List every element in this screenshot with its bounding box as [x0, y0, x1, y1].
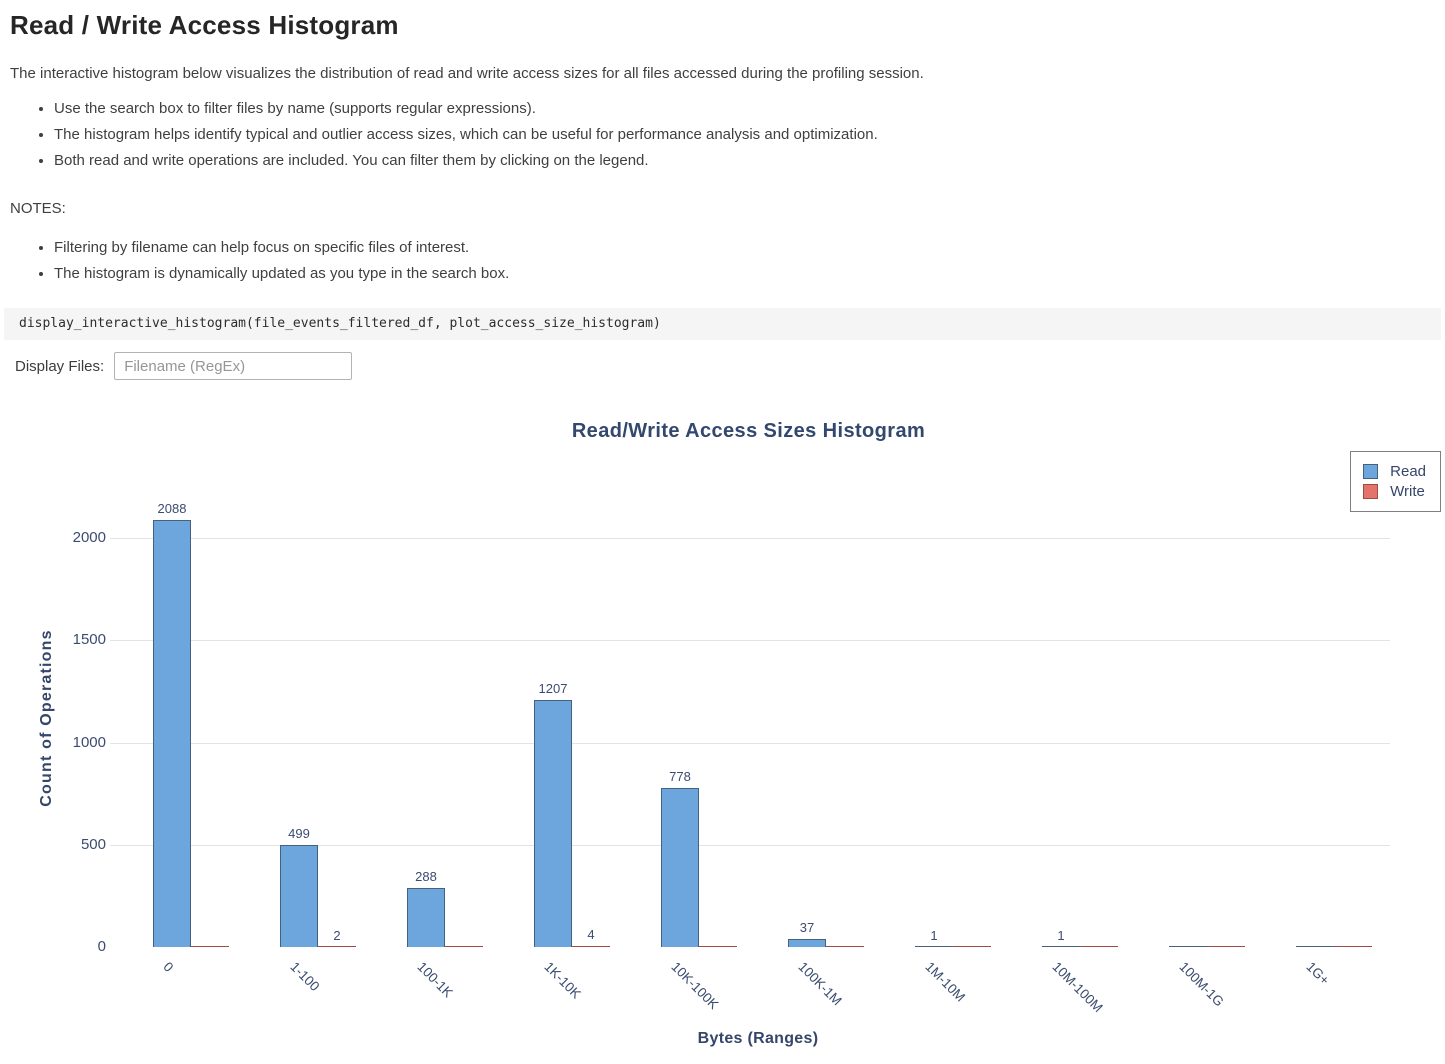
read-bar[interactable]: [661, 788, 699, 947]
bar-value-label: 288: [415, 869, 437, 885]
y-tick-label: 2000: [72, 529, 106, 546]
x-tick-label: 100K-1M: [795, 959, 845, 1009]
x-tick-label: 10K-100K: [668, 959, 722, 1013]
read-bar[interactable]: [153, 520, 191, 947]
y-axis-title: Count of Operations: [38, 629, 55, 807]
bar-value-label: 2: [333, 927, 341, 943]
bar-value-label: 1207: [538, 681, 568, 697]
intro-text: The interactive histogram below visualizes the distribution of read and write access sizes for all files accessed during the profiling session.: [10, 65, 924, 82]
bar-value-label: 499: [288, 825, 310, 841]
x-tick-label: 1-100: [287, 959, 323, 995]
read-bar[interactable]: [915, 946, 953, 947]
x-tick-label: 100M-1G: [1176, 959, 1227, 1010]
y-tick-label: 500: [80, 835, 106, 853]
read-bar[interactable]: [534, 700, 572, 947]
write-bar[interactable]: [1334, 946, 1372, 947]
bar-value-label: 2088: [157, 501, 187, 517]
write-bar[interactable]: [191, 946, 229, 947]
x-tick-label: 1M-10M: [922, 959, 969, 1005]
read-bar[interactable]: [1042, 946, 1080, 947]
x-tick-label: 1K-10K: [541, 959, 584, 1002]
bar-value-label: 4: [587, 927, 595, 943]
histogram-chart: [10, 402, 1445, 1064]
filter-label: Display Files:: [15, 357, 105, 375]
legend-item-read[interactable]: [1363, 463, 1426, 480]
read-bar[interactable]: [407, 888, 445, 947]
write-bar[interactable]: [826, 946, 864, 947]
read-bar[interactable]: [1169, 946, 1207, 947]
write-bar[interactable]: [953, 946, 991, 947]
x-tick-label: 0: [160, 959, 177, 975]
page-title: Read / Write Access Histogram: [10, 10, 399, 40]
write-bar[interactable]: [572, 946, 610, 947]
filter-row: [10, 352, 1435, 380]
gridline: [110, 743, 1390, 744]
write-bar[interactable]: [318, 946, 356, 947]
legend-item-write[interactable]: [1363, 483, 1426, 500]
notes-heading: NOTES:: [10, 200, 66, 217]
y-tick-label: 0: [97, 938, 106, 955]
read-bar[interactable]: [1296, 946, 1334, 947]
bar-value-label: 1: [930, 927, 938, 943]
chart-title: Read/Write Access Sizes Histogram: [571, 420, 926, 442]
x-tick-label: 1G+: [1303, 959, 1333, 988]
bar-value-label: 778: [669, 768, 691, 784]
write-bar[interactable]: [699, 946, 737, 947]
code-cell[interactable]: display_interactive_histogram(file_events_filtered_df, plot_access_size_histogram): [4, 308, 1441, 340]
feature-item: • Use the search box to filter files by name (supports regular expressions).: [54, 99, 1435, 118]
feature-item: • Both read and write operations are included. You can filter them by clicking on the legend.: [54, 151, 1435, 170]
feature-list: [10, 99, 1435, 170]
read-bar[interactable]: [788, 939, 826, 947]
note-item: • The histogram is dynamically updated as you type in the search box.: [54, 264, 1435, 283]
y-tick-label: 1000: [72, 733, 106, 751]
filename-filter-input[interactable]: [114, 352, 352, 380]
feature-item: • The histogram helps identify typical and outlier access sizes, which can be useful for performance analysis and optimization.: [54, 125, 1435, 144]
x-axis-title: Bytes (Ranges): [697, 1030, 819, 1047]
notes-list: [10, 238, 1435, 283]
x-tick-label: 100-1K: [414, 959, 456, 1001]
write-bar[interactable]: [1207, 946, 1245, 947]
gridline: [110, 640, 1390, 641]
note-item: • Filtering by filename can help focus on specific files of interest.: [54, 238, 1435, 257]
legend-label: Write: [1390, 483, 1425, 500]
write-bar[interactable]: [1080, 946, 1118, 947]
bar-value-label: 1: [1057, 927, 1065, 943]
write-swatch-icon: [1363, 484, 1378, 499]
gridline: [110, 538, 1390, 539]
x-tick-label: 10M-100M: [1049, 959, 1106, 1016]
write-bar[interactable]: [445, 946, 483, 947]
read-swatch-icon: [1363, 464, 1378, 479]
y-tick-label: 1500: [72, 631, 106, 649]
legend-label: Read: [1390, 463, 1426, 480]
chart-legend: [1350, 451, 1441, 512]
bar-value-label: 37: [799, 920, 815, 936]
